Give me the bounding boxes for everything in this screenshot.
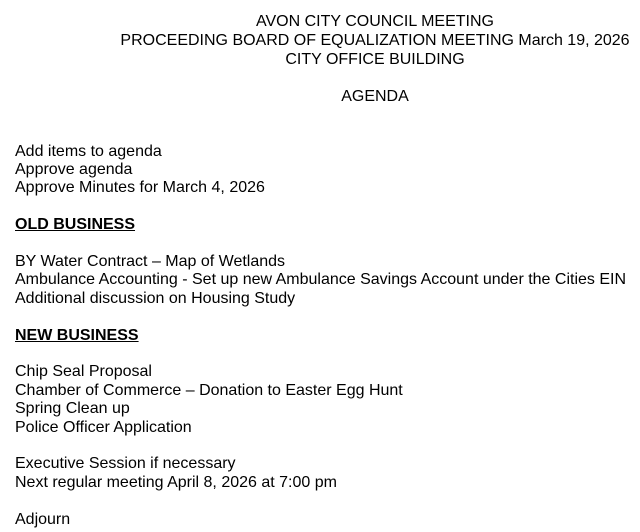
list-item: Approve agenda (15, 161, 133, 178)
list-item: Ambulance Accounting - Set up new Ambulance Savings Account under the Cities EIN (15, 271, 627, 288)
adjourn-text: Adjourn (15, 511, 71, 528)
list-item: BY Water Contract – Map of Wetlands (15, 253, 286, 270)
list-item: Chamber of Commerce – Donation to Easter Egg Hunt (15, 382, 403, 399)
meeting-subtitle: PROCEEDING BOARD OF EQUALIZATION MEETING March 19, 2026 (120, 32, 630, 49)
old-business-heading: OLD BUSINESS (15, 216, 136, 233)
list-item: Chip Seal Proposal (15, 363, 152, 380)
list-item: Spring Clean up (15, 400, 130, 417)
list-item: Approve Minutes for March 4, 2026 (15, 179, 265, 196)
meeting-location: CITY OFFICE BUILDING (285, 51, 465, 68)
list-item: Executive Session if necessary (15, 455, 236, 472)
agenda-label: AGENDA (341, 88, 409, 105)
meeting-title: AVON CITY COUNCIL MEETING (256, 13, 494, 30)
list-item: Additional discussion on Housing Study (15, 290, 296, 307)
list-item: Next regular meeting April 8, 2026 at 7:00 pm (15, 474, 337, 491)
new-business-heading: NEW BUSINESS (15, 327, 139, 344)
list-item: Add items to agenda (15, 143, 162, 160)
list-item: Police Officer Application (15, 419, 192, 436)
